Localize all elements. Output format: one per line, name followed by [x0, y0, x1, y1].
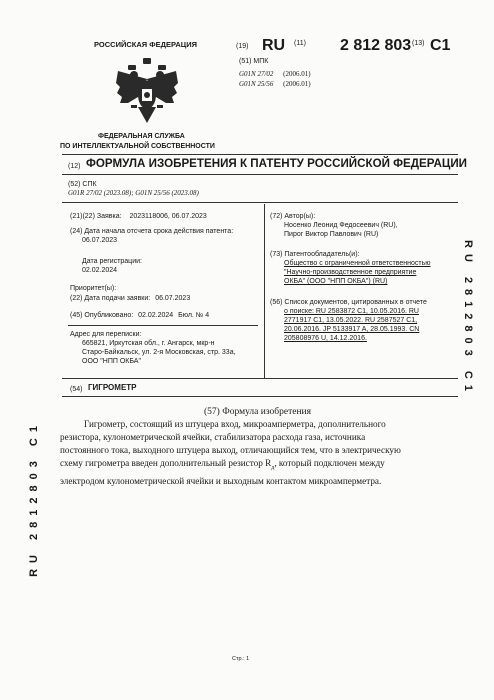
- patent-number: 2 812 803: [340, 37, 412, 54]
- document-title: ФОРМУЛА ИЗОБРЕТЕНИЯ К ПАТЕНТУ РОССИЙСКОЙ ФЕДЕРАЦИИ: [86, 157, 467, 170]
- owner-line-3: ОКБА" (ООО "НПП ОКБА") (RU): [284, 278, 388, 285]
- spk-classes: G01R 27/02 (2023.08); G01N 25/56 (2023.08): [68, 189, 199, 197]
- address-line-1: 665821, Иркутская обл., г. Ангарск, мкр-н: [82, 340, 215, 347]
- filing-value: 06.07.2023: [155, 295, 191, 302]
- owner-line-2: "Научно-производственное предприятие: [284, 269, 417, 276]
- formula-line-2: резистора, кулонометрической ячейки, стабилизатора расхода газа, источника: [60, 432, 366, 442]
- divider-spk: [62, 202, 458, 203]
- page-number: Стр.: 1: [232, 656, 250, 662]
- docs-line-4: 205808976 U, 14.12.2016.: [284, 335, 367, 342]
- author-2: Пирог Виктор Павлович (RU): [284, 231, 379, 238]
- side-label-left: RU 2812803 C1: [28, 420, 40, 577]
- kind-code: C1: [430, 37, 451, 54]
- country-code: RU: [262, 37, 286, 54]
- mpk-label: (51) МПК: [239, 58, 269, 65]
- invention-name: ГИГРОМЕТР: [88, 383, 137, 392]
- title-code: (12): [68, 163, 81, 170]
- filing-row: [70, 294, 190, 303]
- formula-subscript: д: [271, 464, 275, 471]
- formula-line-1: Гигрометр, состоящий из штуцера вход, микроамперметра, дополнительного: [84, 419, 386, 429]
- formula-heading: (57) Формула изобретения: [204, 407, 311, 417]
- service-line-1: ФЕДЕРАЛЬНАЯ СЛУЖБА: [98, 133, 185, 140]
- service-line-2: ПО ИНТЕЛЛЕКТУАЛЬНОЙ СОБСТВЕННОСТИ: [60, 143, 215, 150]
- formula-line-4: [60, 457, 470, 475]
- divider-address: [68, 325, 258, 326]
- bulletin-number: Бюл. № 4: [178, 312, 210, 319]
- term-start-value: 06.07.2023: [82, 237, 118, 244]
- spk-label: (52) СПК: [68, 181, 97, 188]
- mpk-line-2: [239, 80, 311, 89]
- published-value: 02.02.2024: [138, 312, 174, 319]
- address-line-3: ООО "НПП ОКБА": [82, 358, 141, 365]
- term-start-label: (24) Дата начала отсчета срока действия патента:: [70, 228, 234, 235]
- docs-label: (56) Список документов, цитированных в отчете: [270, 299, 427, 306]
- application-value: 2023118006, 06.07.2023: [129, 213, 207, 220]
- docs-line-1: о поиске: RU 2583872 C1, 10.05.2016. RU: [284, 308, 419, 315]
- code-19: (19): [236, 43, 249, 50]
- code-11: (11): [294, 40, 306, 47]
- published-label: (45) Опубликовано:: [70, 312, 134, 319]
- formula-line-4-tail: , который подключен между: [274, 458, 385, 468]
- mpk-class-2: G01N 25/56: [239, 80, 274, 88]
- formula-line-5: электродом кулонометрической ячейки и выходным контактом микроамперметра.: [60, 475, 382, 486]
- author-1: Носенко Леонид Федосеевич (RU),: [284, 222, 398, 229]
- mpk-date-1: (2006.01): [283, 70, 311, 78]
- side-label-right: RU 2812803 C1: [462, 240, 474, 397]
- registration-value: 02.02.2024: [82, 267, 118, 274]
- address-label: Адрес для переписки:: [70, 331, 142, 338]
- divider-invention: [62, 396, 458, 397]
- divider-top: [62, 154, 458, 155]
- formula-line-4-head: схему гигрометра введен дополнительный резистор R: [60, 458, 272, 468]
- owner-label: (73) Патентообладатель(и):: [270, 251, 360, 258]
- column-separator: [264, 204, 265, 378]
- application-row: [70, 212, 207, 221]
- divider-columns: [62, 378, 458, 379]
- published-row: [70, 311, 209, 320]
- code-13: (13): [412, 40, 425, 47]
- divider-title: [62, 174, 458, 175]
- mpk-line-1: [239, 70, 311, 79]
- formula-line-3: постоянного тока, выходного штуцера выход, отличающийся тем, что в электрическую: [60, 445, 401, 455]
- formula-text: [60, 418, 470, 488]
- priority-label: Приоритет(ы):: [70, 285, 117, 292]
- invention-code: (54): [70, 386, 83, 393]
- docs-line-2: 2771917 C1, 13.05.2022. RU 2587527 C1,: [284, 317, 418, 324]
- mpk-class-1: G01N 27/02: [239, 70, 274, 78]
- docs-line-3: 20.06.2016. JP 5133917 A, 28.05.1993. CN: [284, 326, 420, 333]
- address-line-2: Старо-Байкальск, ул. 2-я Московская, стр. 33а,: [82, 349, 236, 356]
- filing-label: (22) Дата подачи заявки:: [70, 295, 151, 302]
- country-name: РОССИЙСКАЯ ФЕДЕРАЦИЯ: [94, 40, 198, 49]
- registration-label: Дата регистрации:: [82, 258, 142, 265]
- mpk-date-2: (2006.01): [283, 80, 311, 88]
- authors-label: (72) Автор(ы):: [270, 213, 316, 220]
- application-label: (21)(22) Заявка:: [70, 213, 122, 220]
- owner-line-1: Общество с ограниченной ответственностью: [284, 260, 431, 267]
- coat-of-arms-icon: [114, 57, 180, 129]
